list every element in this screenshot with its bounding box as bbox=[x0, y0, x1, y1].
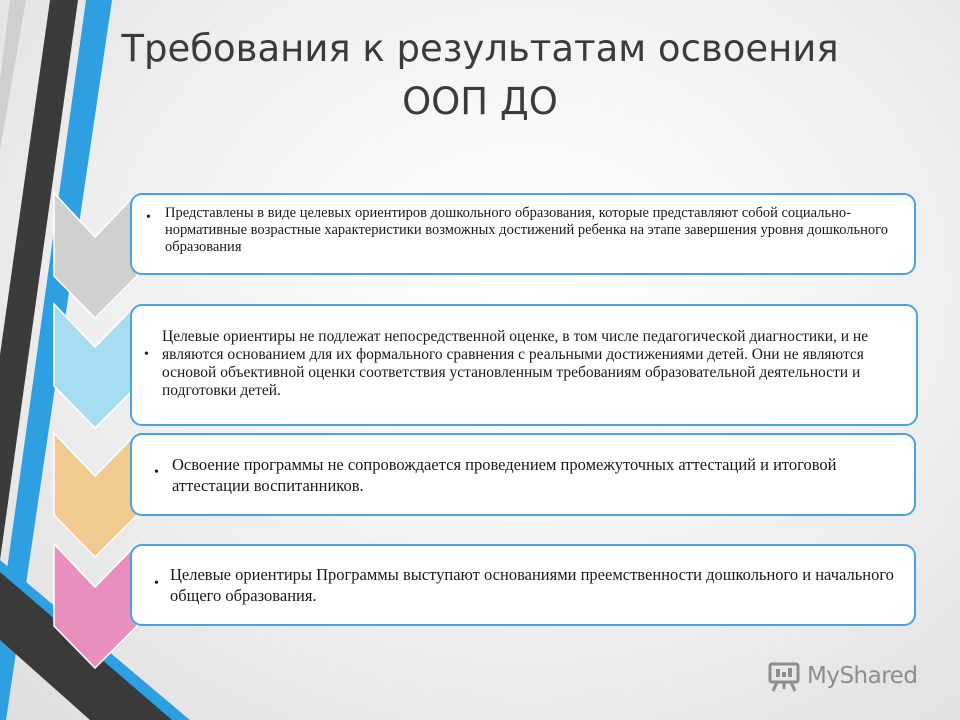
title-line-1: Требования к результатам освоения bbox=[121, 27, 839, 70]
requirement-text-3: Освоение программы не сопровождается проведением промежуточных аттестаций и итоговой аттестации воспитанников. bbox=[172, 454, 837, 495]
requirement-box-2 bbox=[130, 304, 918, 426]
presentation-board-icon bbox=[767, 659, 801, 693]
requirement-box-3 bbox=[130, 433, 916, 516]
requirement-text-4: Целевые ориентиры Программы выступают основаниями преемственности дошкольного и начального общего образования. bbox=[170, 565, 894, 605]
chevron-2 bbox=[54, 304, 137, 428]
requirement-box-1 bbox=[130, 193, 916, 275]
bullet: • bbox=[154, 576, 159, 591]
title-line-2: ООП ДО bbox=[402, 80, 558, 123]
chevron-1 bbox=[54, 193, 137, 318]
bullet: • bbox=[146, 210, 151, 225]
bullet: • bbox=[154, 465, 159, 480]
watermark-text: MyShared bbox=[807, 663, 918, 689]
chevron-3 bbox=[54, 433, 137, 557]
bullet: • bbox=[144, 347, 149, 362]
requirement-box-4 bbox=[130, 544, 916, 626]
chevron-4 bbox=[54, 544, 137, 668]
requirement-text-1: Представлены в виде целевых ориентиров дошкольного образования, которые представляют собой социально- нормативные возрастные характеристики возможных достижений ребенка на этапе завершения уровня дошкольного образования bbox=[165, 204, 888, 255]
myshared-watermark bbox=[767, 655, 937, 697]
requirement-text-2: Целевые ориентиры не подлежат непосредственной оценке, в том числе педагогической диагностики, и не являются основанием для их формального сравнения с реальными достижениями детей. Они не являются основой объективной оценки соответствия установленным требованиям образовательной деятельности и подготовки детей. bbox=[162, 327, 869, 399]
